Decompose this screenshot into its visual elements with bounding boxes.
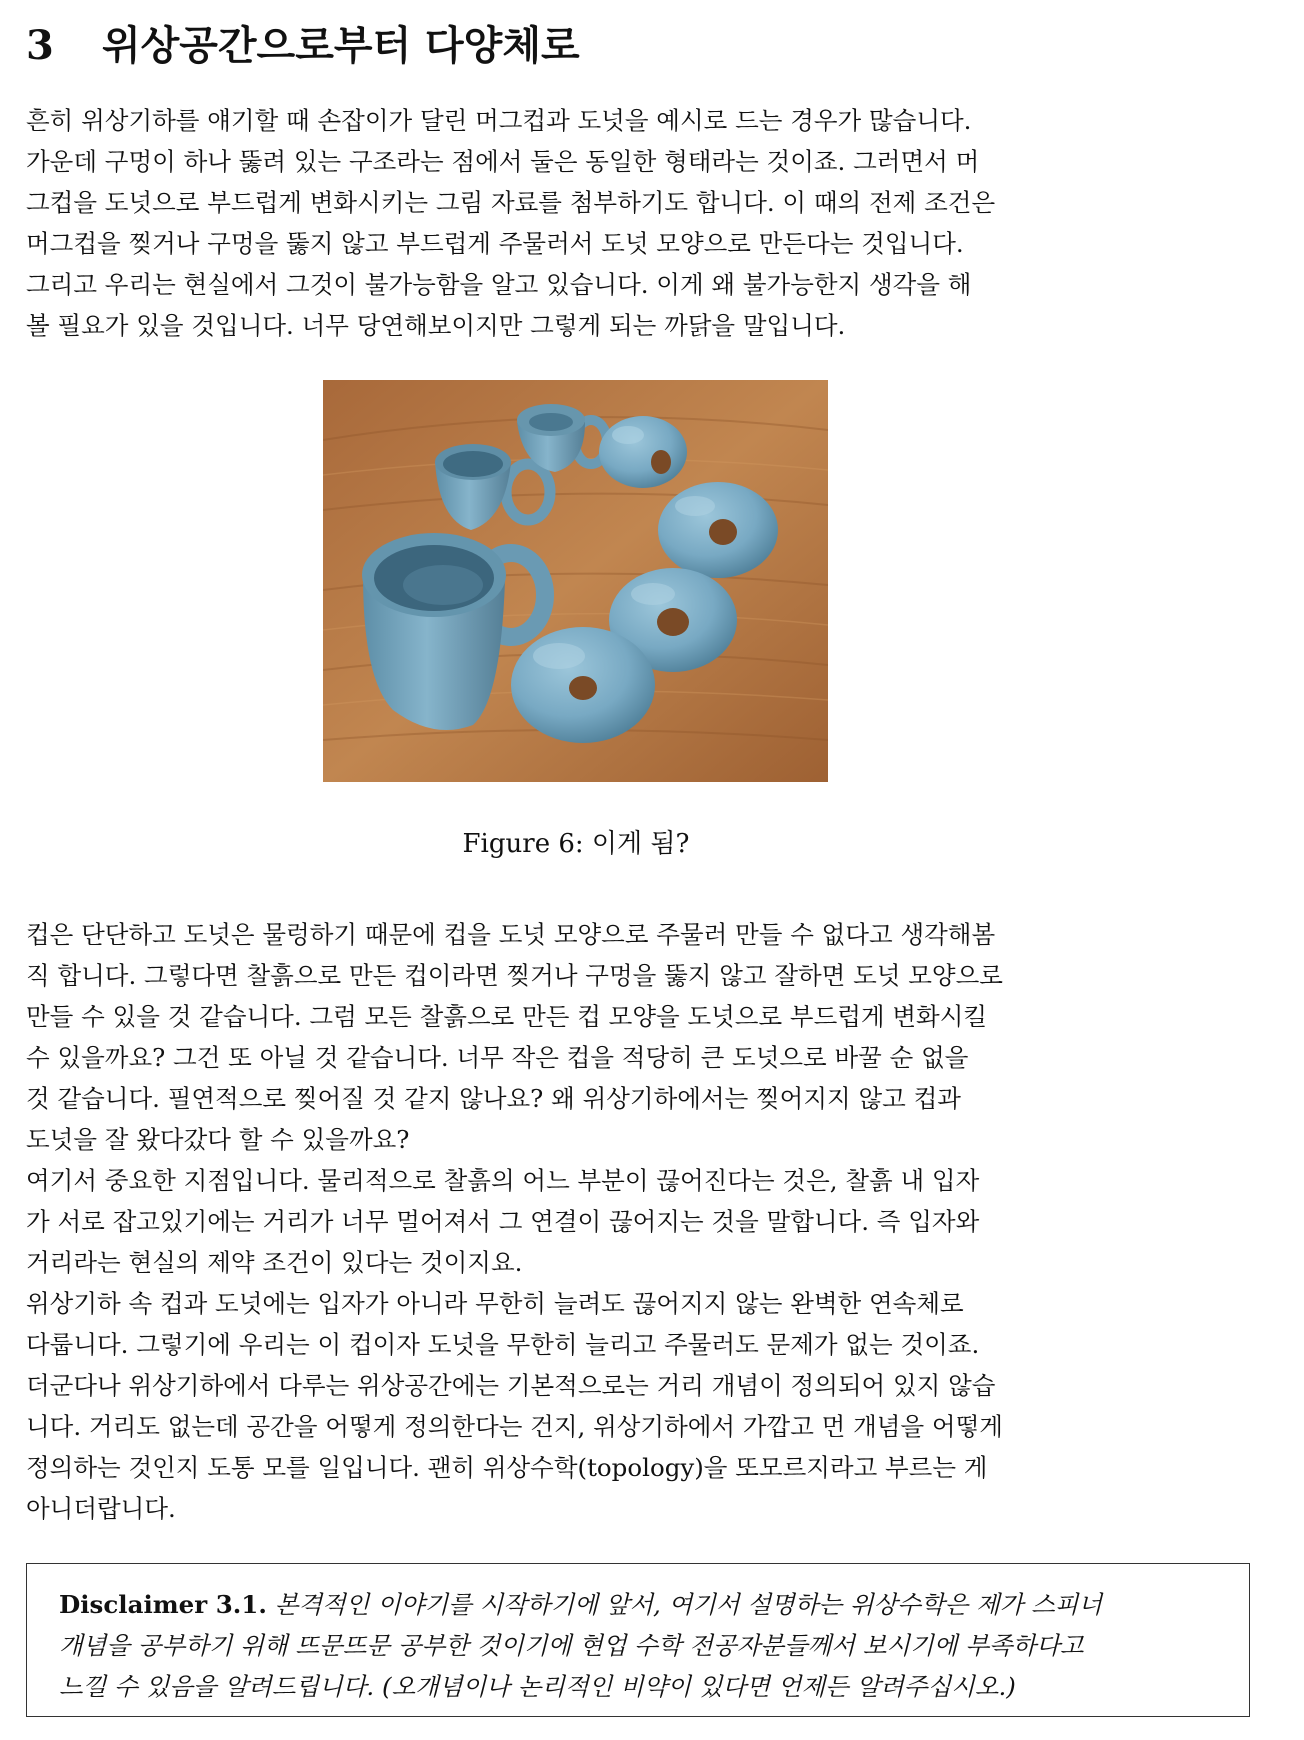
text-line: 거리라는 현실의 제약 조건이 있다는 것이지요. bbox=[26, 1248, 523, 1277]
section-title: 위상공간으로부터 다양체로 bbox=[102, 22, 580, 69]
text-line: 볼 필요가 있을 것입니다. 너무 당연해보이지만 그렇게 되는 까닭을 말입니다. bbox=[26, 311, 846, 340]
paragraph-2 bbox=[26, 914, 1126, 1529]
disclaimer-line bbox=[59, 1584, 1221, 1625]
text-line: 가운데 구멍이 하나 뚫려 있는 구조라는 점에서 둘은 동일한 형태라는 것이죠. 그러면서 머 bbox=[26, 147, 980, 176]
text-line: 도넛을 잘 왔다갔다 할 수 있을까요? bbox=[26, 1125, 410, 1154]
paragraph-1 bbox=[26, 100, 1126, 346]
text-line: 수 있을까요? 그건 또 아닐 것 같습니다. 너무 작은 컵을 적당히 큰 도넛으로 바꿀 순 없을 bbox=[26, 1043, 969, 1072]
text-line: 아니더랍니다. bbox=[26, 1494, 176, 1523]
figure-mug-to-donut-photo bbox=[323, 380, 828, 782]
figure-caption: Figure 6: 이게 됨? bbox=[462, 829, 690, 859]
text-line: 더군다나 위상기하에서 다루는 위상공간에는 기본적으로는 거리 개념이 정의되어 있지 않습 bbox=[26, 1371, 996, 1400]
section-number: 3 bbox=[26, 22, 54, 69]
text-line: 위상기하 속 컵과 도넛에는 입자가 아니라 무한히 늘려도 끊어지지 않는 완벽한 연속체로 bbox=[26, 1289, 964, 1318]
disclaimer-text: 느낄 수 있음을 알려드립니다. (오개념이나 논리적인 비약이 있다면 언제든 알려주십시오.) bbox=[59, 1672, 1016, 1701]
disclaimer-box bbox=[26, 1563, 1250, 1717]
text-line: 가 서로 잡고있기에는 거리가 너무 멀어져서 그 연결이 끊어지는 것을 말합니다. 즉 입자와 bbox=[26, 1207, 980, 1236]
text-line: 직 합니다. 그렇다면 찰흙으로 만든 컵이라면 찢거나 구멍을 뚫지 않고 잘하면 도넛 모양으로 bbox=[26, 961, 1003, 990]
text-line: 머그컵을 찢거나 구멍을 뚫지 않고 부드럽게 주물러서 도넛 모양으로 만든다는 것입니다. bbox=[26, 229, 964, 258]
text-line: 것 같습니다. 필연적으로 찢어질 것 같지 않나요? 왜 위상기하에서는 찢어지지 않고 컵과 bbox=[26, 1084, 961, 1113]
disclaimer-text: 본격적인 이야기를 시작하기에 앞서, 여기서 설명하는 위상수학은 제가 스피너 bbox=[274, 1590, 1103, 1619]
text-line: 흔히 위상기하를 얘기할 때 손잡이가 달린 머그컵과 도넛을 예시로 드는 경우가 많습니다. bbox=[26, 106, 972, 135]
text-line: 그리고 우리는 현실에서 그것이 불가능함을 알고 있습니다. 이게 왜 불가능한지 생각을 해 bbox=[26, 270, 972, 299]
disclaimer-text: 개념을 공부하기 위해 뜨문뜨문 공부한 것이기에 현업 수학 전공자분들께서 보시기에 부족하다고 bbox=[59, 1631, 1084, 1660]
text-line: 여기서 중요한 지점입니다. 물리적으로 찰흙의 어느 부분이 끊어진다는 것은, 찰흙 내 입자 bbox=[26, 1166, 980, 1195]
text-line: 만들 수 있을 것 같습니다. 그럼 모든 찰흙으로 만든 컵 모양을 도넛으로 부드럽게 변화시킬 bbox=[26, 1002, 988, 1031]
text-line: 그컵을 도넛으로 부드럽게 변화시키는 그림 자료를 첨부하기도 합니다. 이 때의 전제 조건은 bbox=[26, 188, 996, 217]
text-line: 니다. 거리도 없는데 공간을 어떻게 정의한다는 건지, 위상기하에서 가깝고 먼 개념을 어떻게 bbox=[26, 1412, 1003, 1441]
text-line: 정의하는 것인지 도통 모를 일입니다. 괜히 위상수학(topology)을 또모르지라고 부르는 게 bbox=[26, 1453, 988, 1482]
disclaimer-label: Disclaimer 3.1. bbox=[59, 1590, 267, 1619]
text-line: 다룹니다. 그렇기에 우리는 이 컵이자 도넛을 무한히 늘리고 주물러도 문제가 없는 것이죠. bbox=[26, 1330, 980, 1359]
section-heading bbox=[26, 18, 580, 74]
text-line: 컵은 단단하고 도넛은 물렁하기 때문에 컵을 도넛 모양으로 주물러 만들 수 없다고 생각해봄 bbox=[26, 920, 996, 949]
